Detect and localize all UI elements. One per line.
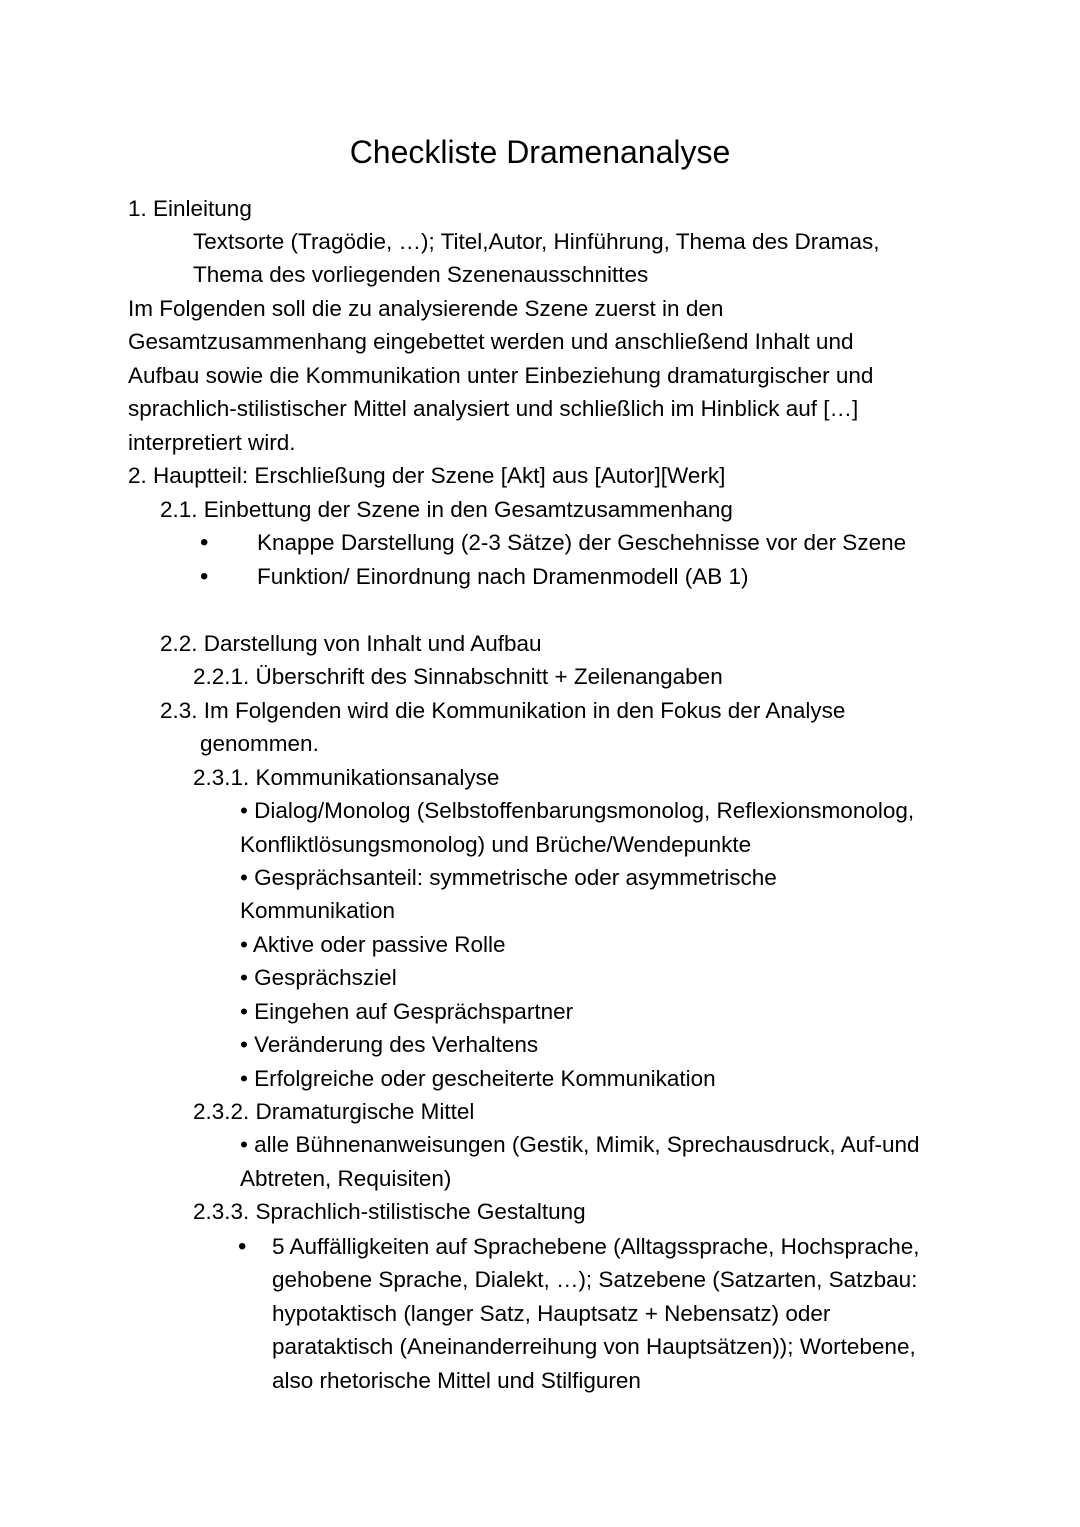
- section-2-3-1-line: • Aktive oder passive Rolle: [240, 932, 506, 957]
- section-2-1-bullet: Funktion/ Einordnung nach Dramenmodell (AB 1): [257, 564, 749, 589]
- intro-line: interpretiert wird.: [128, 430, 296, 455]
- bullet-dot: •: [200, 563, 209, 590]
- page-title: Checkliste Dramenanalyse: [349, 134, 731, 170]
- section-2-3-1-line: Konfliktlösungsmonolog) und Brüche/Wendepunkte: [240, 832, 752, 857]
- section-2-3-2-line: • alle Bühnenanweisungen (Gestik, Mimik, Sprechausdruck, Auf-und: [240, 1132, 920, 1157]
- section-2-3-heading: 2.3. Im Folgenden wird die Kommunikation in den Fokus der Analyse: [160, 698, 846, 723]
- intro-line: Aufbau sowie die Kommunikation unter Einbeziehung dramaturgischer und: [128, 363, 874, 388]
- section-2-3-1-line: Kommunikation: [240, 898, 396, 923]
- section-2-3-3-line: gehobene Sprache, Dialekt, …); Satzebene (Satzarten, Satzbau:: [272, 1267, 918, 1292]
- section-2-3-2-line: Abtreten, Requisiten): [240, 1166, 452, 1191]
- section-1-line: Thema des vorliegenden Szenenausschnittes: [193, 262, 649, 287]
- section-2-2-1-heading: 2.2.1. Überschrift des Sinnabschnitt + Zeilenangaben: [193, 664, 723, 689]
- section-2-3-1-line: • Gesprächsanteil: symmetrische oder asymmetrische: [240, 865, 777, 890]
- section-2-3-3-line: hypotaktisch (langer Satz, Hauptsatz + Nebensatz) oder: [272, 1301, 831, 1326]
- section-2-1-bullet: Knappe Darstellung (2-3 Sätze) der Geschehnisse vor der Szene: [257, 530, 907, 555]
- section-2-heading: 2. Hauptteil: Erschließung der Szene [Akt] aus [Autor][Werk]: [128, 463, 726, 488]
- section-2-2-heading: 2.2. Darstellung von Inhalt und Aufbau: [160, 631, 542, 656]
- section-2-3-1-line: • Dialog/Monolog (Selbstoffenbarungsmonolog, Reflexionsmonolog,: [240, 798, 915, 823]
- section-2-3-3-line: also rhetorische Mittel und Stilfiguren: [272, 1368, 641, 1393]
- section-2-3-heading: genommen.: [200, 731, 319, 756]
- intro-line: Im Folgenden soll die zu analysierende Szene zuerst in den: [128, 296, 724, 321]
- bullet-dot: •: [200, 529, 209, 556]
- intro-line: sprachlich-stilistischer Mittel analysiert und schließlich im Hinblick auf […]: [128, 396, 859, 421]
- section-2-3-1-heading: 2.3.1. Kommunikationsanalyse: [193, 765, 500, 790]
- section-2-3-2-heading: 2.3.2. Dramaturgische Mittel: [193, 1099, 475, 1124]
- section-1-heading: 1. Einleitung: [128, 196, 252, 221]
- bullet-dot: •: [238, 1233, 247, 1260]
- section-2-3-1-line: • Erfolgreiche oder gescheiterte Kommunikation: [240, 1066, 716, 1091]
- section-2-3-1-line: • Veränderung des Verhaltens: [240, 1032, 539, 1057]
- section-2-1-heading: 2.1. Einbettung der Szene in den Gesamtzusammenhang: [160, 497, 733, 522]
- section-2-3-3-heading: 2.3.3. Sprachlich-stilistische Gestaltung: [193, 1199, 586, 1224]
- section-2-3-3-line: 5 Auffälligkeiten auf Sprachebene (Alltagssprache, Hochsprache,: [272, 1234, 920, 1259]
- section-2-3-1-line: • Gesprächsziel: [240, 965, 397, 990]
- section-2-3-3-line: parataktisch (Aneinanderreihung von Hauptsätzen)); Wortebene,: [272, 1334, 916, 1359]
- section-1-line: Textsorte (Tragödie, …); Titel,Autor, Hinführung, Thema des Dramas,: [193, 229, 880, 254]
- intro-line: Gesamtzusammenhang eingebettet werden und anschließend Inhalt und: [128, 329, 854, 354]
- section-2-3-1-line: • Eingehen auf Gesprächspartner: [240, 999, 574, 1024]
